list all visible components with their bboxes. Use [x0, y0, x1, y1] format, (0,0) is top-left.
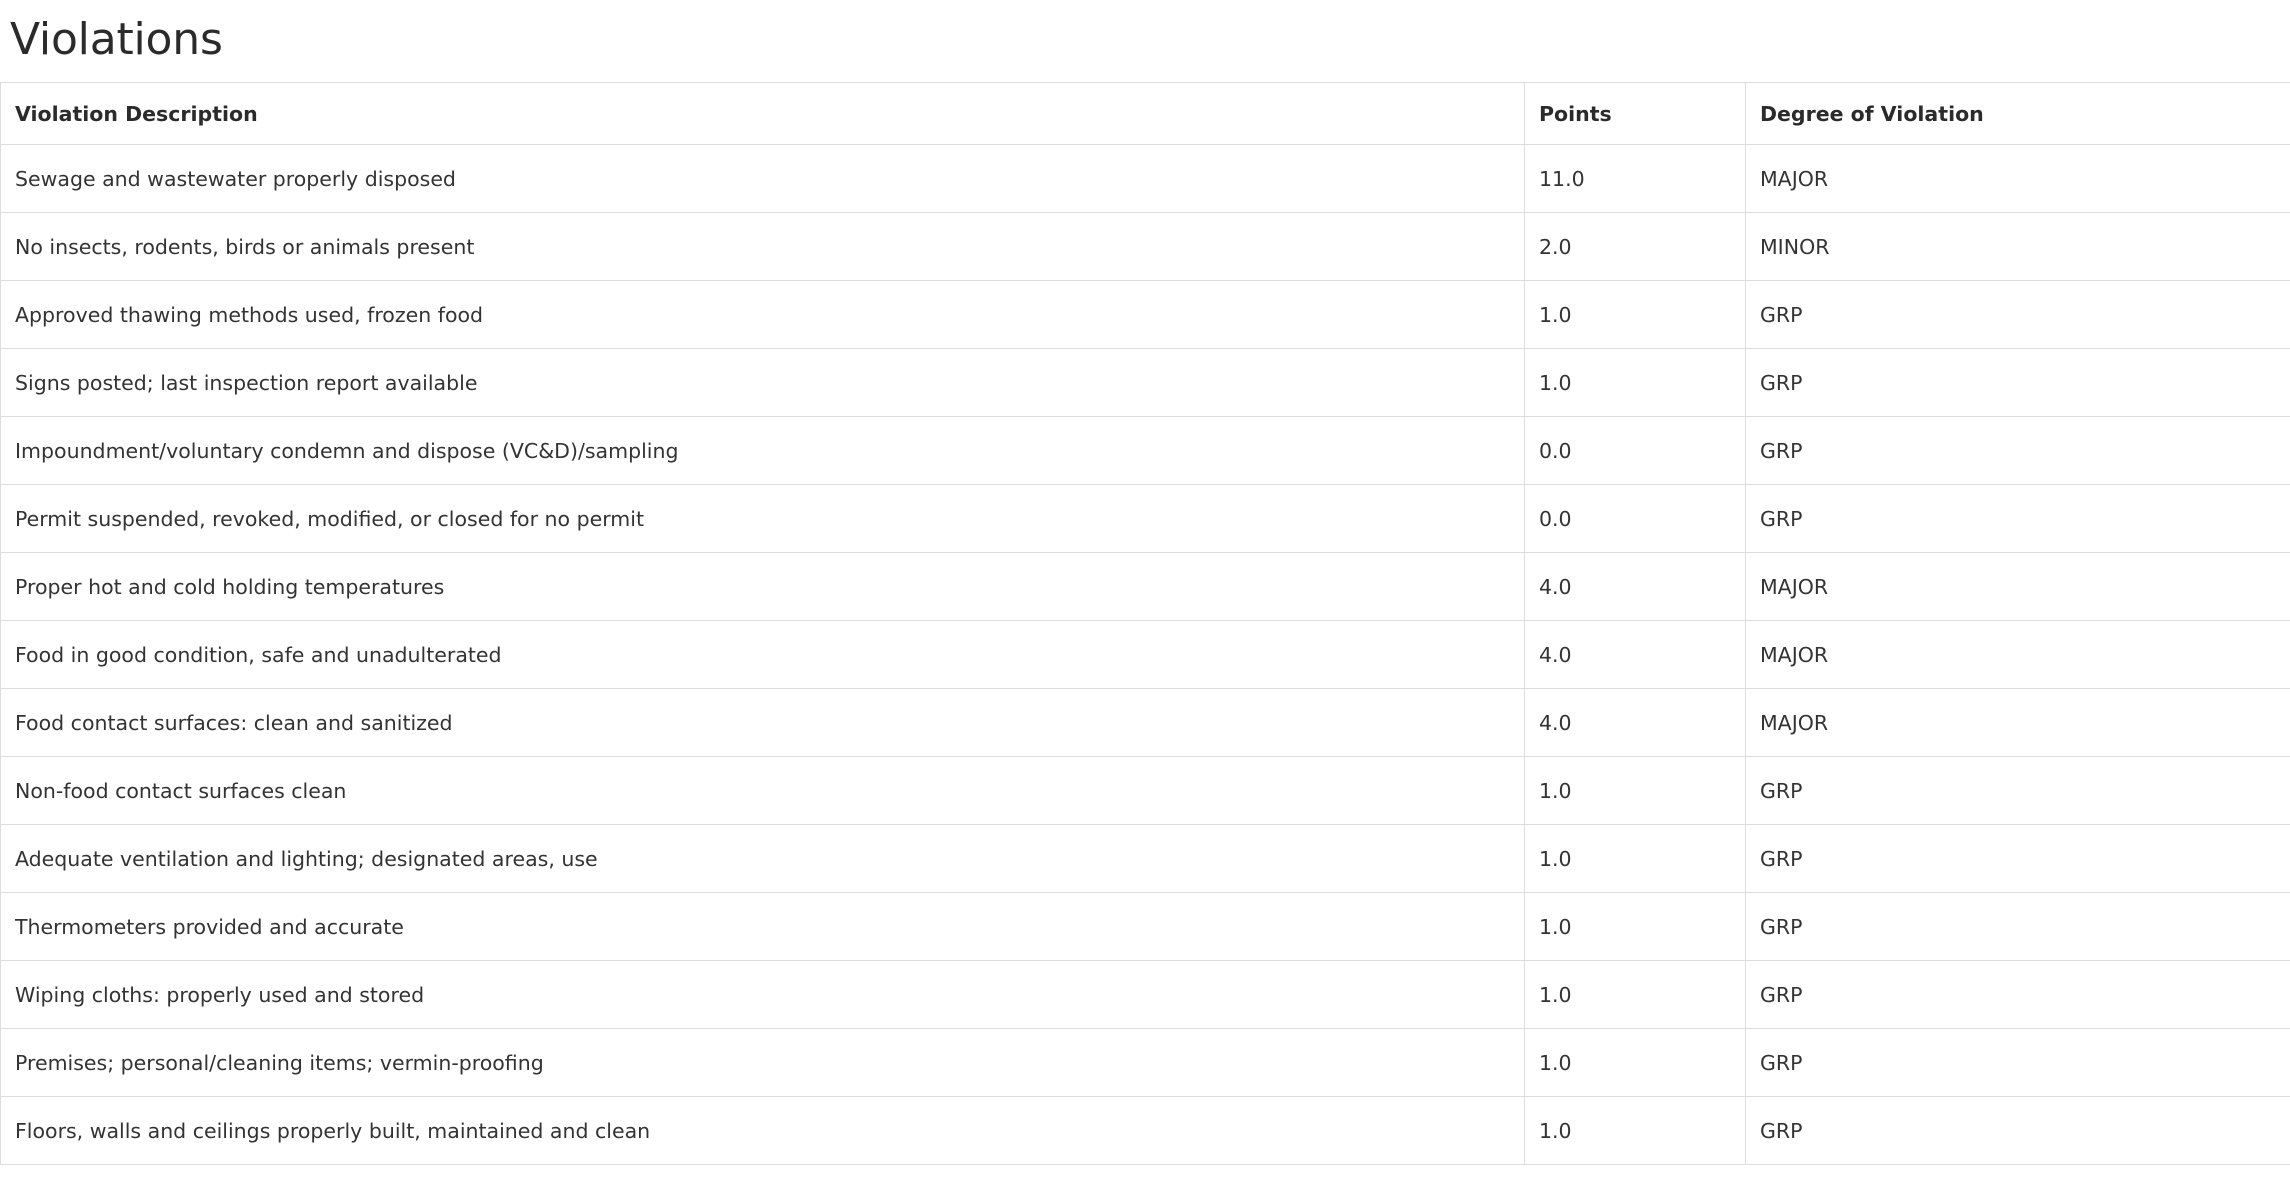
table-row: [1, 349, 2290, 417]
table-row: [1, 1097, 2290, 1165]
cell-points: 1.0: [1525, 1029, 1746, 1097]
cell-violation-description: Signs posted; last inspection report available: [1, 349, 1525, 417]
column-header-violation-description: Violation Description: [1, 83, 1525, 145]
table-row: [1, 1029, 2290, 1097]
cell-violation-description: Sewage and wastewater properly disposed: [1, 145, 1525, 213]
table-row: [1, 281, 2290, 349]
cell-violation-description: Adequate ventilation and lighting; designated areas, use: [1, 825, 1525, 893]
column-header-degree-of-violation: Degree of Violation: [1746, 83, 2290, 145]
table-row: [1, 621, 2290, 689]
cell-violation-description: Food contact surfaces: clean and sanitized: [1, 689, 1525, 757]
cell-degree-of-violation: MAJOR: [1746, 621, 2290, 689]
cell-degree-of-violation: GRP: [1746, 417, 2290, 485]
cell-violation-description: Impoundment/voluntary condemn and dispose (VC&D)/sampling: [1, 417, 1525, 485]
cell-points: 1.0: [1525, 893, 1746, 961]
table-row: [1, 893, 2290, 961]
cell-points: 1.0: [1525, 757, 1746, 825]
cell-degree-of-violation: GRP: [1746, 825, 2290, 893]
table-header: [1, 83, 2290, 145]
cell-violation-description: Approved thawing methods used, frozen food: [1, 281, 1525, 349]
cell-violation-description: Floors, walls and ceilings properly built, maintained and clean: [1, 1097, 1525, 1165]
cell-points: 1.0: [1525, 825, 1746, 893]
column-header-points: Points: [1525, 83, 1746, 145]
cell-violation-description: No insects, rodents, birds or animals present: [1, 213, 1525, 281]
cell-degree-of-violation: MAJOR: [1746, 553, 2290, 621]
cell-degree-of-violation: MAJOR: [1746, 145, 2290, 213]
page-title: Violations: [10, 14, 223, 65]
cell-points: 11.0: [1525, 145, 1746, 213]
cell-points: 0.0: [1525, 417, 1746, 485]
cell-points: 4.0: [1525, 689, 1746, 757]
cell-violation-description: Wiping cloths: properly used and stored: [1, 961, 1525, 1029]
table-row: [1, 145, 2290, 213]
table-row: [1, 213, 2290, 281]
violations-table: [0, 82, 2290, 1165]
table-row: [1, 689, 2290, 757]
table-row: [1, 757, 2290, 825]
cell-points: 4.0: [1525, 553, 1746, 621]
cell-points: 1.0: [1525, 349, 1746, 417]
table-row: [1, 485, 2290, 553]
cell-degree-of-violation: GRP: [1746, 893, 2290, 961]
cell-degree-of-violation: GRP: [1746, 281, 2290, 349]
table-row: [1, 553, 2290, 621]
cell-degree-of-violation: GRP: [1746, 1097, 2290, 1165]
cell-degree-of-violation: GRP: [1746, 1029, 2290, 1097]
cell-degree-of-violation: GRP: [1746, 485, 2290, 553]
table-row: [1, 961, 2290, 1029]
table-body: [1, 145, 2290, 1165]
cell-degree-of-violation: MAJOR: [1746, 689, 2290, 757]
cell-points: 1.0: [1525, 281, 1746, 349]
cell-violation-description: Thermometers provided and accurate: [1, 893, 1525, 961]
cell-violation-description: Non-food contact surfaces clean: [1, 757, 1525, 825]
table-row: [1, 417, 2290, 485]
table-row: [1, 825, 2290, 893]
cell-degree-of-violation: GRP: [1746, 961, 2290, 1029]
cell-violation-description: Permit suspended, revoked, modified, or closed for no permit: [1, 485, 1525, 553]
cell-violation-description: Proper hot and cold holding temperatures: [1, 553, 1525, 621]
cell-points: 4.0: [1525, 621, 1746, 689]
cell-points: 1.0: [1525, 961, 1746, 1029]
cell-points: 1.0: [1525, 1097, 1746, 1165]
cell-degree-of-violation: GRP: [1746, 349, 2290, 417]
cell-violation-description: Food in good condition, safe and unadulterated: [1, 621, 1525, 689]
cell-violation-description: Premises; personal/cleaning items; vermin-proofing: [1, 1029, 1525, 1097]
cell-points: 0.0: [1525, 485, 1746, 553]
cell-degree-of-violation: GRP: [1746, 757, 2290, 825]
table-header-row: [1, 83, 2290, 145]
cell-points: 2.0: [1525, 213, 1746, 281]
cell-degree-of-violation: MINOR: [1746, 213, 2290, 281]
